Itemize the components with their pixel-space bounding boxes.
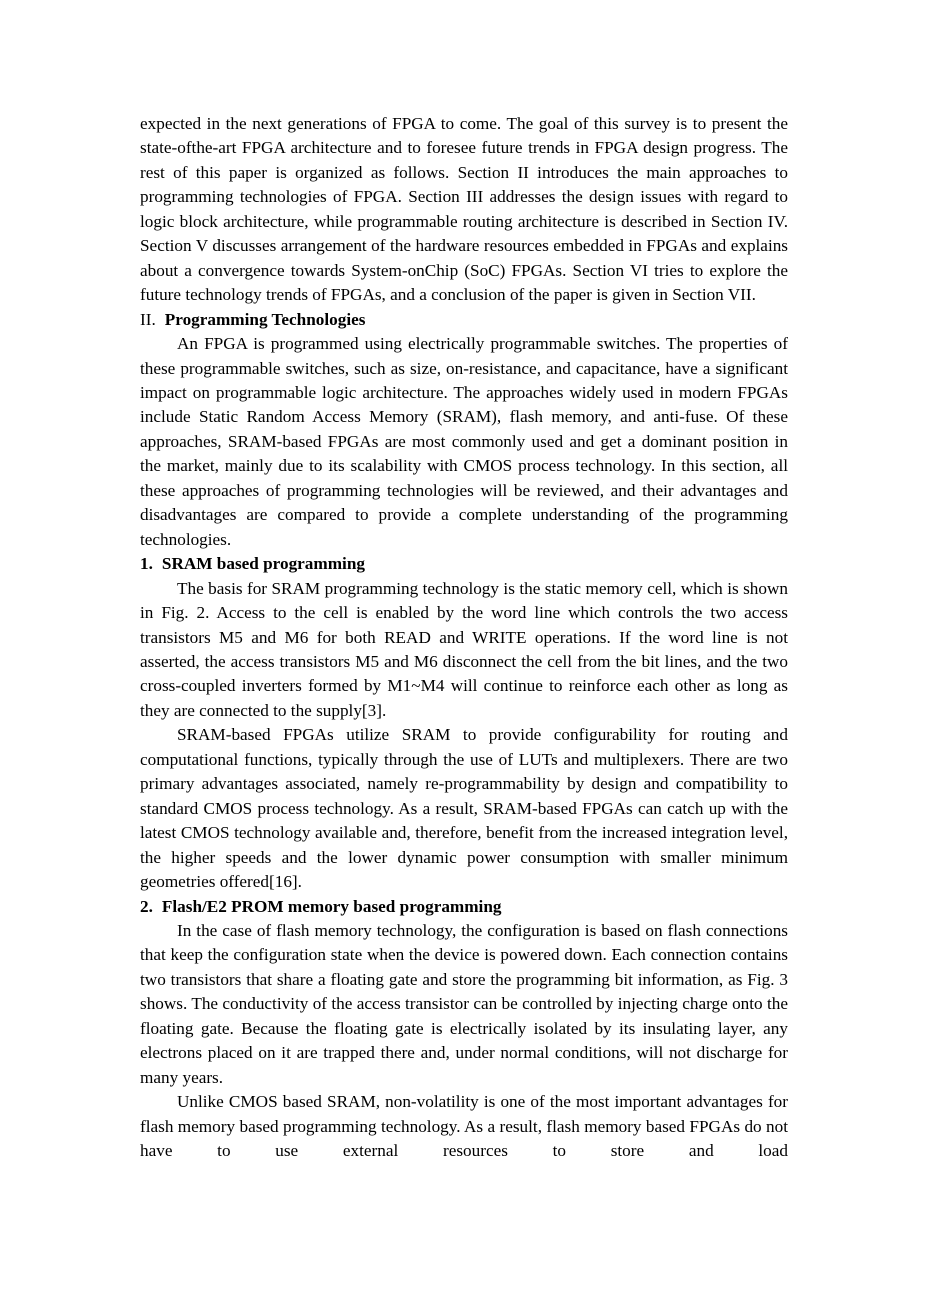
subsection-heading-sram [140, 552, 788, 576]
subsection-title: SRAM based programming [161, 554, 365, 574]
subsection-number: 2. [140, 896, 153, 916]
paragraph-sram-advantages: SRAM-based FPGAs utilize SRAM to provide configurability for routing and computational functions, typically through the use of LUTs and multiplexers. There are two primary advantages associated, namely re-programmability by design and compatibility to standard CMOS process technology. As a result, SRAM-based FPGAs can catch up with the latest CMOS technology available and, therefore, benefit from the increased integration level, the higher speeds and the lower dynamic power consumption with smaller minimum geometries offered[16]. [140, 725, 788, 892]
subsection-title: Flash/E2 PROM memory based programming [161, 896, 502, 916]
subsection-number: 1. [140, 554, 153, 574]
paragraph-sram-basis: The basis for SRAM programming technology is the static memory cell, which is shown in Fig. 2. Access to the cell is enabled by the word line which controls the two access transistors M5 and M6 for both READ and WRITE operations. If the word line is not asserted, the access transistors M5 and M6 disconnect the cell from the bit lines, and the two cross-coupled inverters formed by M1~M4 will continue to reinforce each other as long as they are connected to the supply[3]. [140, 578, 788, 720]
section-number: II. [140, 309, 156, 329]
paragraph-flash-nonvolatility: Unlike CMOS based SRAM, non-volatility is one of the most important advantages for flash memory based programming technology. As a result, flash memory based FPGAs do not have to use external resources to store and load [140, 1092, 788, 1161]
paragraph-flash-configuration: In the case of flash memory technology, the configuration is based on flash connections that keep the configuration state when the device is powered down. Each connection contains two transistors that share a floating gate and store the programming bit information, as Fig. 3 shows. The conductivity of the access transistor can be controlled by injecting charge onto the floating gate. Because the floating gate is electrically isolated by its insulating layer, any electrons placed on it are trapped there and, under normal conditions, will not discharge for many years. [140, 920, 788, 1087]
section-heading-programming-technologies [140, 308, 788, 332]
subsection-heading-flash [140, 895, 788, 919]
paragraph-fpga-programmed: An FPGA is programmed using electrically programmable switches. The properties of these programmable switches, such as size, on-resistance, and capacitance, have a significant impact on programmable logic architecture. The approaches widely used in modern FPGAs include Static Random Access Memory (SRAM), flash memory, and anti-fuse. Of these approaches, SRAM-based FPGAs are most commonly used and get a dominant position in the market, mainly due to its scalability with CMOS process technology. In this section, all these approaches of programming technologies will be reviewed, and their advantages and disadvantages are compared to provide a complete understanding of the programming technologies. [140, 334, 788, 549]
section-title: Programming Technologies [164, 309, 366, 329]
paragraph-intro-continuation: expected in the next generations of FPGA to come. The goal of this survey is to present the state-ofthe-art FPGA architecture and to foresee future trends in FPGA design progress. The rest of this paper is organized as follows. Section II introduces the main approaches to programming technologies of FPGA. Section III addresses the design issues with regard to logic block architecture, while programmable routing architecture is described in Section IV. Section V discusses arrangement of the hardware resources embedded in FPGAs and explains about a convergence towards System-onChip (SoC) FPGAs. Section VI tries to explore the future technology trends of FPGAs, and a conclusion of the paper is given in Section VII. [140, 114, 788, 305]
